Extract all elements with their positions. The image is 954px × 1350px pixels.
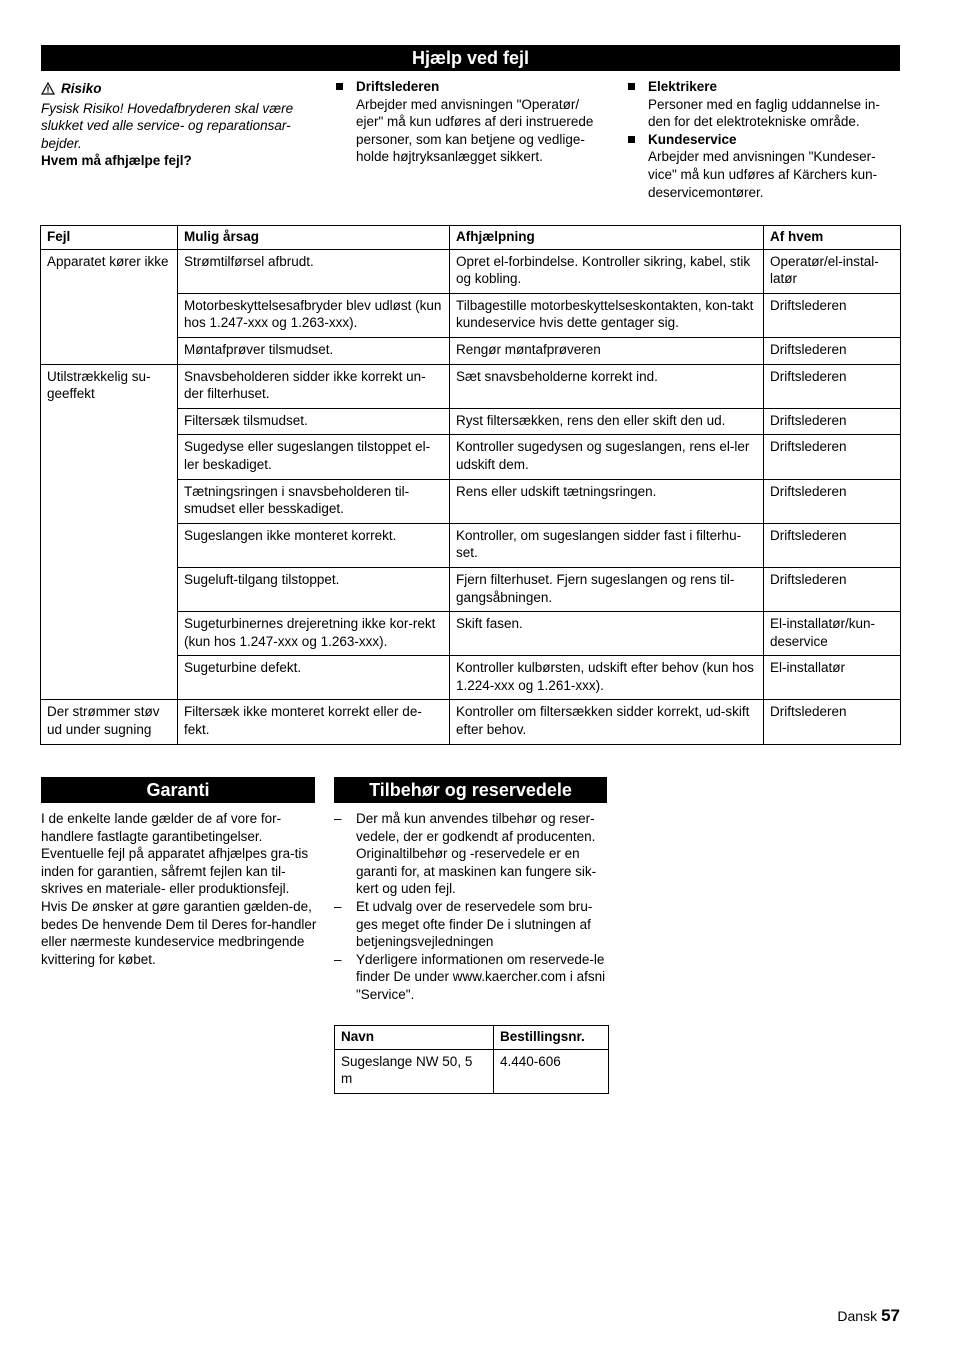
warning-triangle-icon [41, 82, 55, 95]
table-cell: Driftslederen [764, 364, 901, 408]
roles-column-middle [334, 78, 606, 166]
table-cell: Driftslederen [764, 293, 901, 337]
role-item [626, 78, 900, 131]
table-cell: Skift fasen. [450, 612, 764, 656]
section-title-help: Hjælp ved fejl [41, 45, 900, 71]
table-cell: Driftslederen [764, 479, 901, 523]
table-cell: Fjern filterhuset. Fjern sugeslangen og rens til-gangsåbningen. [450, 567, 764, 611]
table-cell: Operatør/el-instal-latør [764, 249, 901, 293]
table-cell: Kontroller om filtersækken sidder korrekt, ud-skift efter behov. [450, 700, 764, 744]
accessories-list [334, 810, 610, 1004]
list-item-text: Et udvalg over de reservedele som bru-ges meget ofte finder De i slutningen af betjeningsvejledningen [356, 898, 593, 950]
table-cell: El-installatør/kun-deservice [764, 612, 901, 656]
role-desc: Arbejder med anvisningen "Operatør/ ejer" må kun udføres af deri instruerede personer, som kan betjene og vedlige-holde højtryksanlægget sikkert. [356, 96, 594, 165]
warranty-text [41, 810, 319, 968]
list-item [334, 898, 610, 951]
table-header-row [41, 226, 901, 250]
table-row [335, 1049, 609, 1093]
table-cell: Driftslederen [764, 408, 901, 435]
table-cell: Sugeslangen ikke monteret korrekt. [178, 523, 450, 567]
fault-cell: Apparatet kører ikke [41, 249, 178, 364]
table-cell: El-installatør [764, 656, 901, 700]
table-cell: Rens eller udskift tætningsringen. [450, 479, 764, 523]
table-cell: Tilbagestille motorbeskyttelseskontakten, kon-takt kundeservice hvis dette gentager sig. [450, 293, 764, 337]
table-cell: Driftslederen [764, 337, 901, 364]
fault-cell: Der strømmer støv ud under sugning [41, 700, 178, 744]
table-cell: Sugeslange NW 50, 5 m [335, 1049, 494, 1093]
table-header-row [335, 1026, 609, 1050]
table-cell: Driftslederen [764, 523, 901, 567]
role-desc: Personer med en faglig uddannelse in-den for det elektrotekniske område. [648, 96, 880, 130]
table-cell: Motorbeskyttelsesafbryder blev udløst (kun hos 1.247-xxx og 1.263-xxx). [178, 293, 450, 337]
table-cell: Snavsbeholderen sidder ikke korrekt un-der filterhuset. [178, 364, 450, 408]
table-row [41, 700, 901, 744]
column-header: Fejl [41, 226, 178, 250]
warranty-paragraph: I de enkelte lande gælder de af vore for-handlere fastlagte garantibetingelser. Eventuelle fejl på apparatet afhjælpes gra-tis inden for garantien, såfremt fejlen kan til-skrives en materiale- eller produktionsfejl. Hvis De ønsker at gøre garantien gælden-de, bedes De henvende Dem til Deres for-handler eller nærmeste kundeservice medbringende kvittering for købet. [41, 811, 317, 967]
role-name: Driftslederen [356, 79, 440, 94]
dash-marker: – [334, 898, 342, 914]
table-cell: Filtersæk ikke monteret korrekt eller de-fekt. [178, 700, 450, 744]
dash-marker: – [334, 811, 342, 826]
fault-table [40, 225, 901, 745]
who-heading: Hvem må afhjælpe fejl? [41, 153, 192, 169]
list-item-text: Yderligere informationen om reservede-le finder De under www.kaercher.com i afsni "Service". [356, 951, 606, 1002]
dash-marker: – [334, 951, 342, 967]
table-cell: Sugeturbine defekt. [178, 656, 450, 700]
list-item-text: Der må kun anvendes tilbehør og reser-vedele, der er godkendt af producenten. Originaltilbehør og -reservedele er en garanti for, at maskinen kan fungere sik-kert og uden fejl. [356, 811, 597, 897]
table-cell: Sugedyse eller sugeslangen tilstoppet el-ler beskadiget. [178, 435, 450, 479]
table-row [41, 249, 901, 293]
role-desc: Arbejder med anvisningen "Kundeser-vice" må kun udføres af Kärchers kun-deservicemontører. [648, 149, 878, 200]
table-row [41, 364, 901, 408]
risk-column [41, 80, 316, 170]
list-item [334, 951, 610, 1004]
table-cell: Sugeluft-tilgang tilstoppet. [178, 567, 450, 611]
table-cell: Møntafprøver tilsmudset. [178, 337, 450, 364]
role-name: Elektrikere [648, 79, 718, 94]
table-cell: Driftslederen [764, 435, 901, 479]
table-cell: Kontroller kulbørsten, udskift efter behov (kun hos 1.224-xxx og 1.261-xxx). [450, 656, 764, 700]
column-header: Navn [335, 1026, 494, 1050]
page-footer [837, 1306, 900, 1326]
footer-language: Dansk [837, 1308, 878, 1324]
table-cell: Ryst filtersækken, rens den eller skift den ud. [450, 408, 764, 435]
column-header: Af hvem [764, 226, 901, 250]
table-cell: Driftslederen [764, 700, 901, 744]
bullet-square-icon [336, 83, 343, 90]
risk-label: Risiko [61, 81, 102, 96]
table-cell: Tætningsringen i snavsbeholderen til-smudset eller besskadiget. [178, 479, 450, 523]
table-cell: Kontroller, om sugeslangen sidder fast i filterhu-set. [450, 523, 764, 567]
section-title-warranty: Garanti [41, 777, 315, 803]
role-name: Kundeservice [648, 131, 737, 147]
column-header: Mulig årsag [178, 226, 450, 250]
table-cell: Sæt snavsbeholderne korrekt ind. [450, 364, 764, 408]
fault-cell: Utilstrækkelig su-geeffekt [41, 364, 178, 700]
column-header: Afhjælpning [450, 226, 764, 250]
table-cell: Opret el-forbindelse. Kontroller sikring, kabel, stik og kobling. [450, 249, 764, 293]
list-item [334, 810, 610, 898]
role-item [334, 78, 606, 166]
page-number: 57 [881, 1306, 900, 1325]
table-cell: Strømtilførsel afbrudt. [178, 249, 450, 293]
risk-text: Fysisk Risiko! Hovedafbryderen skal være slukket ved alle service- og reparationsar-bejder. [41, 100, 294, 151]
roles-column-right [626, 78, 900, 201]
role-item [626, 131, 900, 201]
table-cell: Filtersæk tilsmudset. [178, 408, 450, 435]
table-cell: Rengør møntafprøveren [450, 337, 764, 364]
bullet-square-icon [628, 136, 635, 143]
section-title-accessories: Tilbehør og reservedele [334, 777, 607, 803]
parts-table [334, 1025, 609, 1094]
table-cell: Driftslederen [764, 567, 901, 611]
table-cell: 4.440-606 [494, 1049, 609, 1093]
bullet-square-icon [628, 83, 635, 90]
table-cell: Kontroller sugedysen og sugeslangen, rens el-ler udskift dem. [450, 435, 764, 479]
table-cell: Sugeturbinernes drejeretning ikke kor-rekt (kun hos 1.247-xxx og 1.263-xxx). [178, 612, 450, 656]
column-header: Bestillingsnr. [494, 1026, 609, 1050]
